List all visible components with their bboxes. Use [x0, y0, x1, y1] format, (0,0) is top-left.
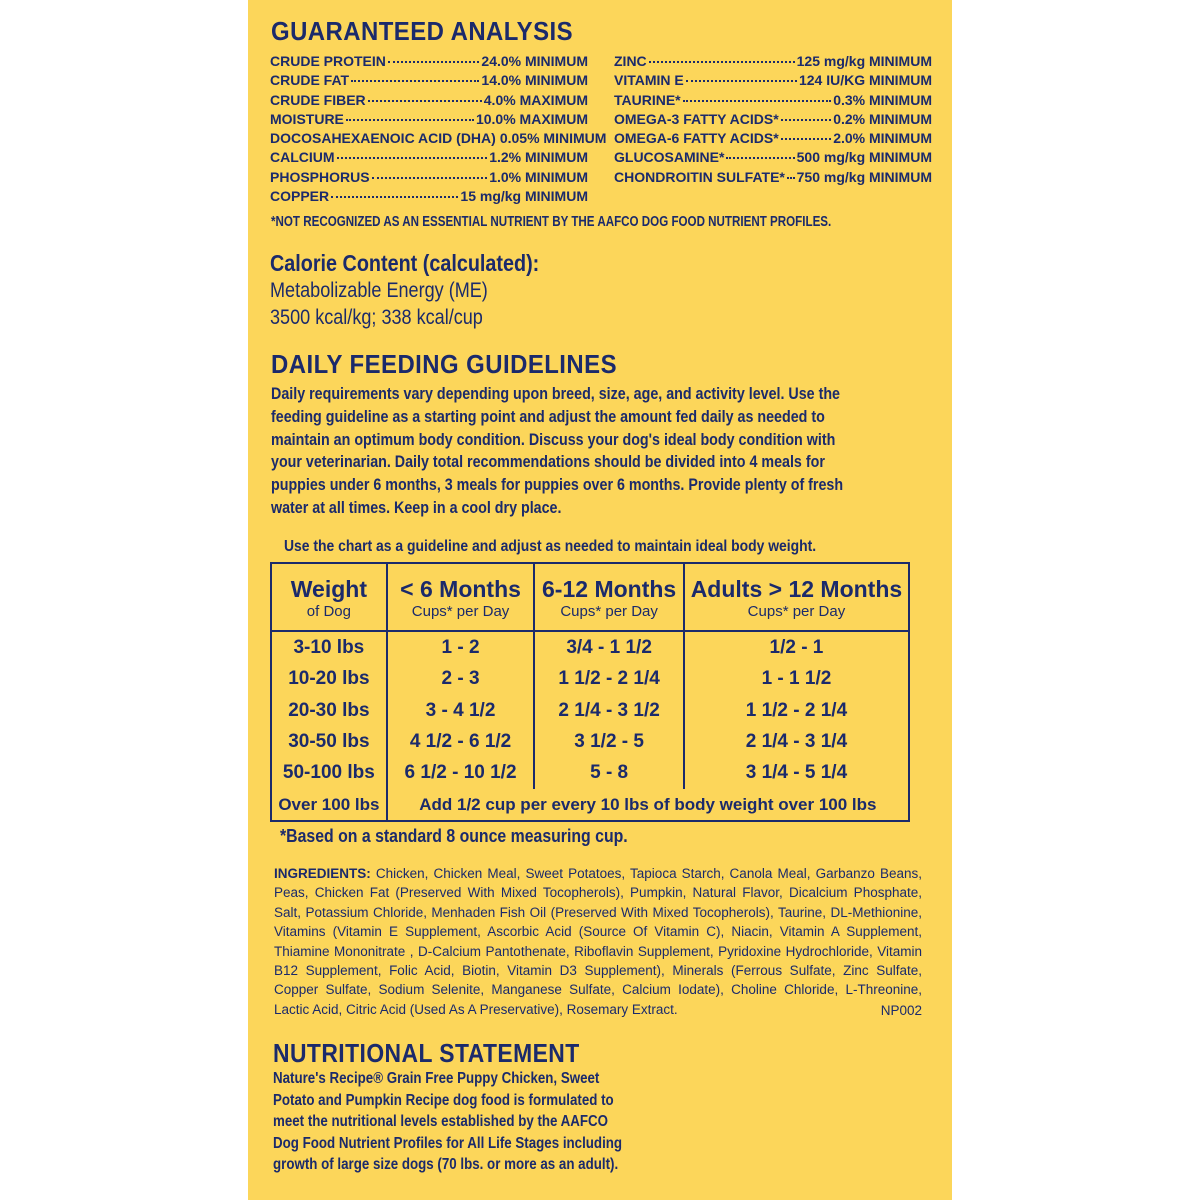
nutritional-statement-text: Nature's Recipe® Grain Free Puppy Chicken, Sweet Potato and Pumpkin Recipe dog food is formulated to meet the nutritional levels established by the AAFCO Dog Food Nutrient Profiles for All Life Stages including growth of large size dogs (70 lbs. or more as an adult).: [273, 1070, 623, 1174]
calorie-line-2: 3500 kcal/kg; 338 kcal/cup: [270, 306, 483, 329]
table-cell: 20-30 lbs: [271, 695, 387, 726]
feeding-paragraph: Daily requirements vary depending upon breed, size, age, and activity level. Use the feeding guideline as a starting point and adjust the amount fed daily as needed to maintain an optimum body condition. Discuss your dog's ideal body condition with your veterinarian. Daily total recommendations should be divided into 4 meals for puppies under 6 months, 3 meals for puppies over 6 months. Provide plenty of fresh water at all times. Keep in a cool dry place.: [271, 384, 844, 517]
table-row-over-100: [271, 789, 909, 821]
calorie-line-1: Metabolizable Energy (ME): [270, 279, 488, 302]
table-row: [271, 663, 909, 694]
feeding-title: DAILY FEEDING GUIDELINES: [271, 349, 617, 379]
table-cell: 1/2 - 1: [684, 631, 909, 663]
ga-row: GLUCOSAMINE* 500 mg/kg MINIMUM: [614, 149, 932, 165]
cup-footnote: *Based on a standard 8 ounce measuring cup.: [280, 826, 628, 846]
header-adults: Adults > 12 Months Cups* per Day: [684, 563, 909, 631]
table-cell: 2 - 3: [387, 663, 535, 694]
table-cell: 4 1/2 - 6 1/2: [387, 726, 535, 757]
table-row: [271, 757, 909, 788]
ga-row: COPPER 15 mg/kg MINIMUM: [270, 188, 588, 204]
ga-row: CHONDROITIN SULFATE* 750 mg/kg MINIMUM: [614, 169, 932, 185]
table-cell: 3 1/2 - 5: [534, 726, 684, 757]
ga-row: DOCOSAHEXAENOIC ACID (DHA) 0.05% MINIMUM: [270, 130, 607, 146]
nutritional-statement-title: NUTRITIONAL STATEMENT: [273, 1038, 580, 1068]
table-cell: 5 - 8: [534, 757, 684, 788]
table-cell: 1 - 1 1/2: [684, 663, 909, 694]
ga-row: CALCIUM 1.2% MINIMUM: [270, 149, 588, 165]
table-row: [271, 631, 909, 663]
ingredients: [274, 864, 922, 1019]
ga-row: CRUDE FIBER 4.0% MAXIMUM: [270, 92, 588, 108]
ga-row: PHOSPHORUS 1.0% MINIMUM: [270, 169, 588, 185]
table-cell: 2 1/4 - 3 1/2: [534, 695, 684, 726]
ga-row: CRUDE PROTEIN 24.0% MINIMUM: [270, 53, 588, 69]
table-row: [271, 695, 909, 726]
ga-row: OMEGA-3 FATTY ACIDS* 0.2% MINIMUM: [614, 111, 932, 127]
table-cell: 2 1/4 - 3 1/4: [684, 726, 909, 757]
ingredients-text: Chicken, Chicken Meal, Sweet Potatoes, Tapioca Starch, Canola Meal, Garbanzo Beans, Peas, Chicken Fat (Preserved With Mixed Tocopherols), Pumpkin, Natural Flavor, Dicalcium Phosphate, Salt, Potassium Chloride, Menhaden Fish Oil (Preserved With Mixed Tocopherols), Taurine, DL-Methionine, Vitamins (Vitamin E Supplement, Ascorbic Acid (Source Of Vitamin C), Niacin, Vitamin A Supplement, Thiamine Mononitrate , D-Calcium Pantothenate, Riboflavin Supplement, Pyridoxine Hydrochloride, Vitamin B12 Supplement, Folic Acid, Biotin, Vitamin D3 Supplement), Minerals (Ferrous Sulfate, Zinc Sulfate, Copper Sulfate, Sodium Selenite, Manganese Sulfate, Calcium Iodate), Choline Chloride, L-Threonine, Lactic Acid, Citric Acid (Used As A Preservative), Rosemary Extract.: [274, 866, 922, 1017]
ga-row: VITAMIN E 124 IU/KG MINIMUM: [614, 72, 932, 88]
table-cell: 50-100 lbs: [271, 757, 387, 788]
header-6-12-months: 6-12 Months Cups* per Day: [534, 563, 684, 631]
ga-row: TAURINE* 0.3% MINIMUM: [614, 92, 932, 108]
table-cell: 3/4 - 1 1/2: [534, 631, 684, 663]
ga-row: CRUDE FAT 14.0% MINIMUM: [270, 72, 588, 88]
chart-intro: Use the chart as a guideline and adjust as needed to maintain ideal body weight.: [284, 538, 817, 555]
product-code: NP002: [880, 1003, 922, 1018]
header-under-6-months: < 6 Months Cups* per Day: [387, 563, 535, 631]
guaranteed-analysis-title: GUARANTEED ANALYSIS: [271, 16, 574, 46]
table-cell: 1 1/2 - 2 1/4: [534, 663, 684, 694]
ga-row: MOISTURE 10.0% MAXIMUM: [270, 111, 588, 127]
table-cell: 1 1/2 - 2 1/4: [684, 695, 909, 726]
feeding-table: [270, 562, 910, 822]
table-cell: 3 1/4 - 5 1/4: [684, 757, 909, 788]
table-cell: Over 100 lbs: [271, 789, 387, 821]
header-weight: Weight of Dog: [271, 563, 387, 631]
table-cell: 3 - 4 1/2: [387, 695, 535, 726]
table-row: [271, 726, 909, 757]
table-cell: 6 1/2 - 10 1/2: [387, 757, 535, 788]
ingredients-label: INGREDIENTS:: [274, 866, 371, 881]
table-cell: 30-50 lbs: [271, 726, 387, 757]
table-cell: 3-10 lbs: [271, 631, 387, 663]
table-cell: 1 - 2: [387, 631, 535, 663]
ga-footnote: *NOT RECOGNIZED AS AN ESSENTIAL NUTRIENT BY THE AAFCO DOG FOOD NUTRIENT PROFILES.: [271, 214, 832, 230]
ga-row: ZINC 125 mg/kg MINIMUM: [614, 53, 932, 69]
table-cell: 10-20 lbs: [271, 663, 387, 694]
ga-row: OMEGA-6 FATTY ACIDS* 2.0% MINIMUM: [614, 130, 932, 146]
table-cell: Add 1/2 cup per every 10 lbs of body weight over 100 lbs: [387, 789, 909, 821]
calorie-title: Calorie Content (calculated):: [270, 250, 540, 276]
